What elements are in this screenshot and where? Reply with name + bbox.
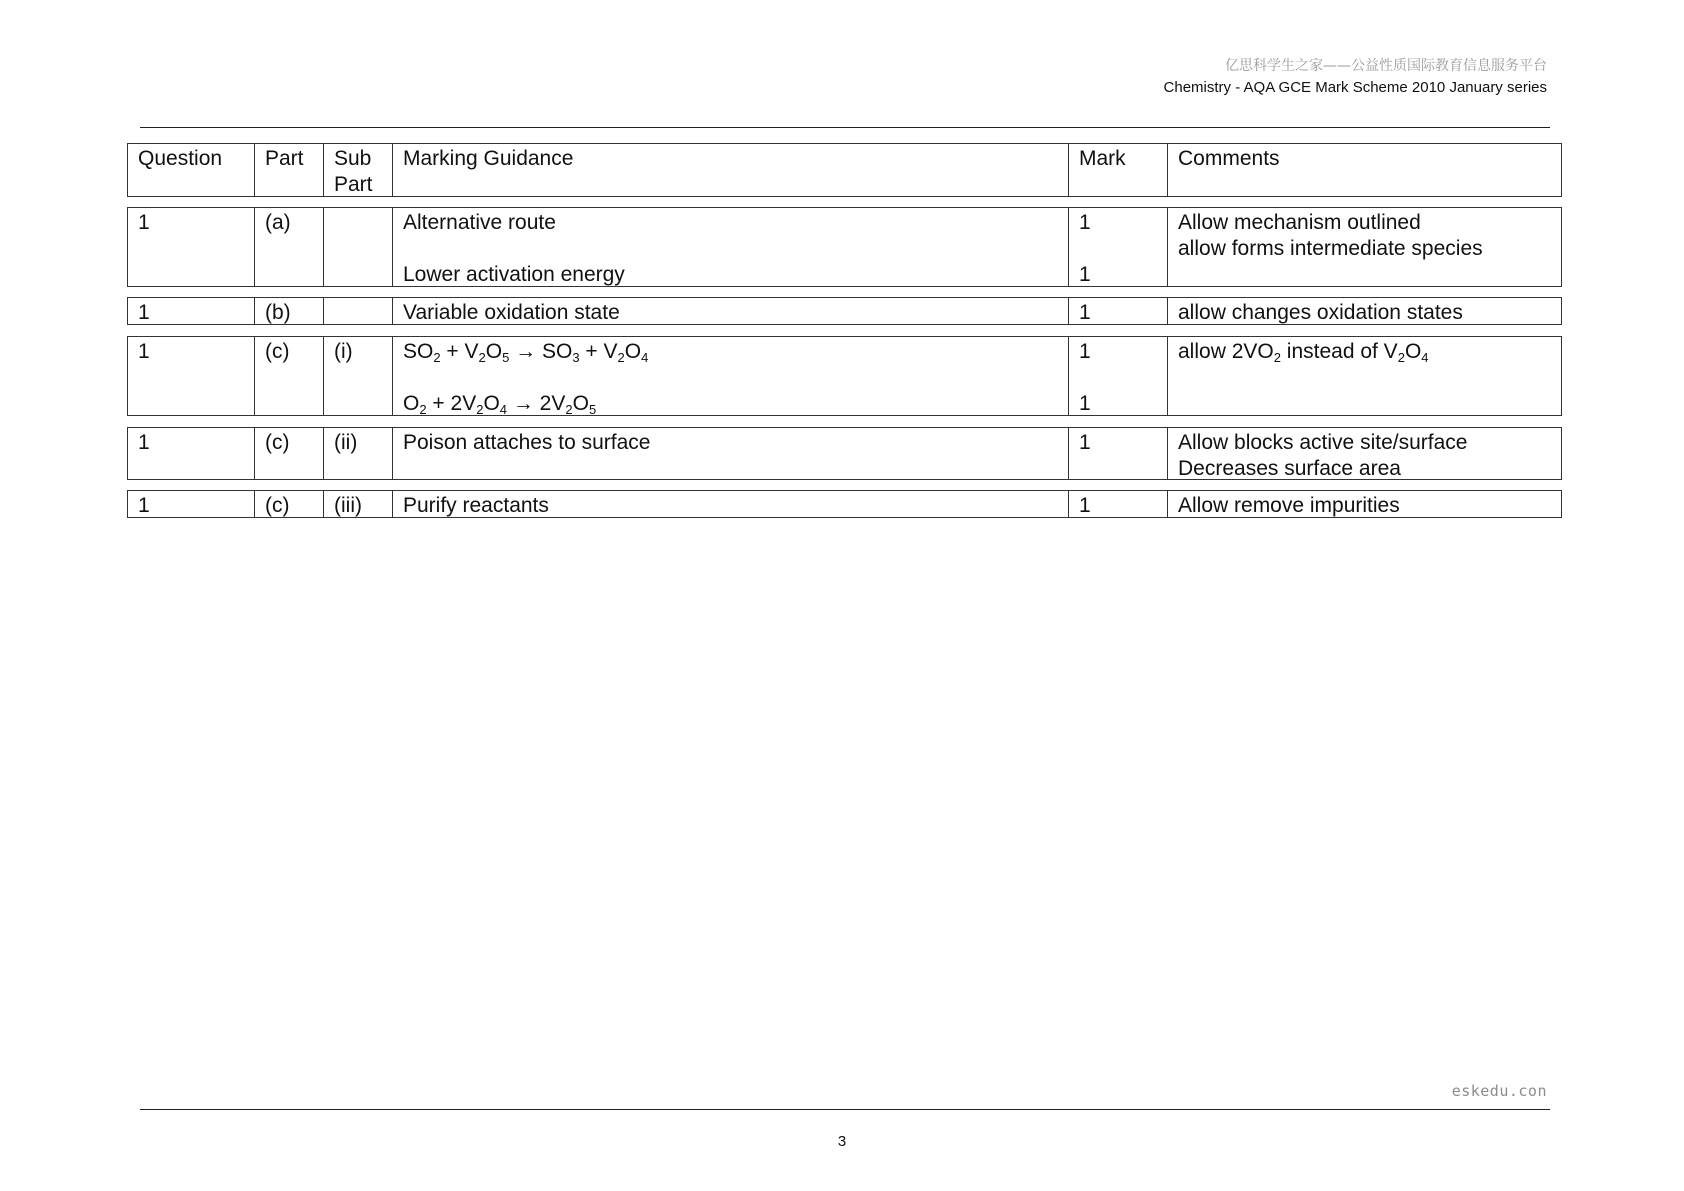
comments-cell — [1168, 337, 1561, 415]
part-cell: (a) — [255, 208, 324, 286]
col-subpart-header-line2: Part — [334, 173, 373, 196]
mark-cell: 1 — [1069, 298, 1168, 324]
mark-cell — [1069, 208, 1168, 286]
header-rule — [140, 127, 1550, 128]
guidance-line: Lower activation energy — [403, 263, 625, 286]
part-cell: (c) — [255, 337, 324, 415]
equation-1: $SO_2 + V_2O_5 \to SO_3 + V_2O_4$ — [403, 340, 649, 365]
equation-2: $O_2 + 2V_2O_4 \to 2V_2O_5$ — [403, 392, 597, 417]
col-subpart-header-line1: Sub — [334, 147, 372, 170]
table-row — [127, 336, 1562, 416]
part-cell: (c) — [255, 428, 324, 479]
part-cell: (b) — [255, 298, 324, 324]
mark-cell: 1 — [1069, 428, 1168, 479]
comment-line: allow forms intermediate species — [1178, 237, 1483, 260]
comment-line: allow $2VO_2$ instead of $V_2O_4$ — [1178, 340, 1429, 365]
question-cell: 1 — [128, 428, 255, 479]
page-number: 3 — [837, 1133, 847, 1150]
guidance-cell: Purify reactants — [393, 491, 1069, 517]
table-row — [127, 490, 1562, 518]
question-cell: 1 — [128, 208, 255, 286]
table-row — [127, 297, 1562, 325]
guidance-cell: Variable oxidation state — [393, 298, 1069, 324]
subpart-cell — [324, 208, 393, 286]
col-part-header: Part — [255, 144, 324, 196]
comment-line: Allow mechanism outlined — [1178, 211, 1421, 234]
subpart-cell: (ii) — [324, 428, 393, 479]
table-row — [127, 427, 1562, 480]
watermark-text: eskedu.con — [1451, 1082, 1547, 1100]
comments-cell: allow changes oxidation states — [1178, 301, 1463, 324]
question-cell: 1 — [128, 491, 255, 517]
comments-cell: Allow remove impurities — [1178, 494, 1400, 517]
document-title: Chemistry - AQA GCE Mark Scheme 2010 January series — [1163, 79, 1547, 96]
subpart-cell: (iii) — [324, 491, 393, 517]
subpart-cell: (i) — [324, 337, 393, 415]
footer-rule — [140, 1109, 1550, 1110]
mark-cell: 1 — [1069, 491, 1168, 517]
question-cell: 1 — [128, 298, 255, 324]
guidance-cell — [393, 337, 1069, 415]
col-guidance-header: Marking Guidance — [393, 144, 1069, 196]
mark-value: 1 — [1079, 340, 1091, 363]
question-cell: 1 — [128, 337, 255, 415]
site-banner-text: 亿思科学生之家——公益性质国际教育信息服务平台 — [1225, 58, 1547, 74]
mark-value: 1 — [1079, 263, 1091, 286]
comment-line: Allow blocks active site/surface — [1178, 431, 1468, 454]
mark-value: 1 — [1079, 211, 1091, 234]
part-cell: (c) — [255, 491, 324, 517]
subpart-cell — [324, 298, 393, 324]
col-mark-header: Mark — [1069, 144, 1168, 196]
comments-cell — [1168, 428, 1561, 479]
guidance-line: Alternative route — [403, 211, 556, 234]
col-question-header: Question — [128, 144, 255, 196]
comments-cell — [1168, 208, 1561, 286]
table-header-row — [127, 143, 1562, 197]
col-subpart-header — [324, 144, 393, 196]
mark-value: 1 — [1079, 392, 1091, 415]
comment-line: Decreases surface area — [1178, 457, 1401, 480]
guidance-cell: Poison attaches to surface — [393, 428, 1069, 479]
guidance-cell — [393, 208, 1069, 286]
table-row — [127, 207, 1562, 287]
mark-cell — [1069, 337, 1168, 415]
col-comments-header: Comments — [1178, 147, 1280, 170]
